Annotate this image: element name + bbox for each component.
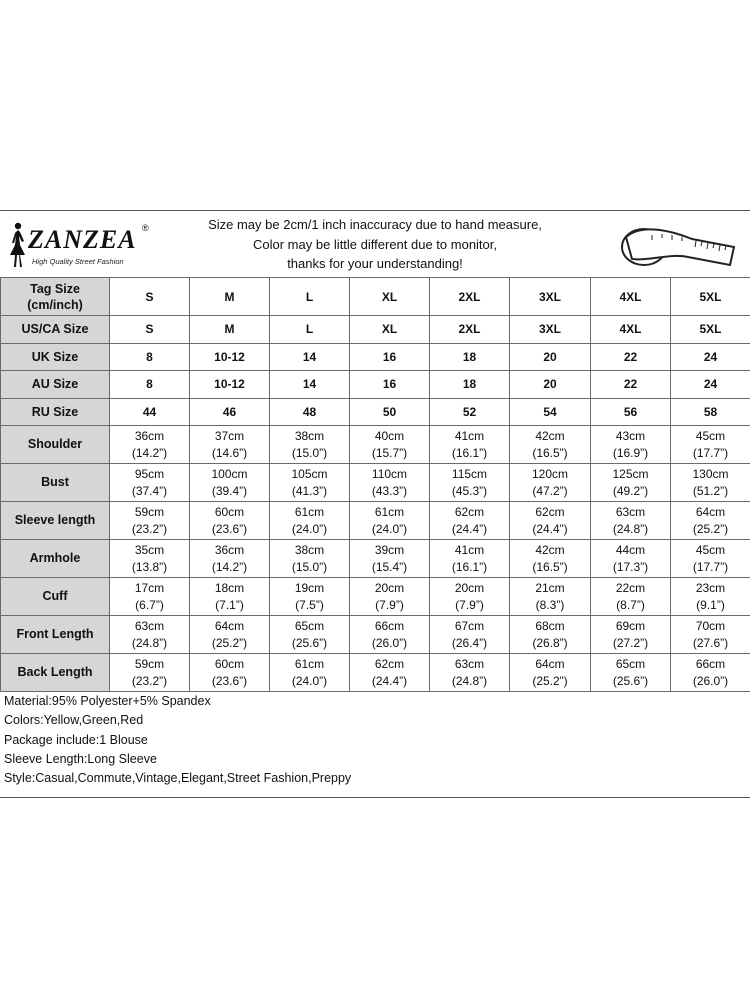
measurement-notice [190,215,560,274]
table-cell: 105cm (41.3”) [270,464,350,502]
row-header: RU Size [1,398,110,426]
row-header: Armhole [1,540,110,578]
table-cell: 38cm (15.0”) [270,426,350,464]
table-cell: 61cm (24.0”) [270,502,350,540]
table-cell: 52 [430,398,510,426]
table-cell: 63cm (24.8”) [110,616,190,654]
table-cell: 4XL [591,278,671,316]
table-row [1,540,750,578]
table-cell: 22 [591,371,671,399]
table-cell: 66cm (26.0”) [671,654,750,692]
row-header: Cuff [1,578,110,616]
table-cell: 56 [591,398,671,426]
table-cell: 21cm (8.3”) [510,578,591,616]
material-line: Material:95% Polyester+5% Spandex [4,694,211,708]
table-row [1,371,750,399]
table-cell: 5XL [671,278,750,316]
table-cell: S [110,278,190,316]
row-header: UK Size [1,343,110,371]
table-cell: 20 [510,371,591,399]
table-cell: 45cm (17.7”) [671,540,750,578]
table-cell: 115cm (45.3”) [430,464,510,502]
table-cell: 41cm (16.1”) [430,540,510,578]
table-cell: 62cm (24.4”) [430,502,510,540]
woman-silhouette-icon [6,221,28,269]
table-cell: 60cm (23.6”) [190,502,270,540]
table-row [1,616,750,654]
table-row [1,654,750,692]
sleeve-line: Sleeve Length:Long Sleeve [4,751,157,766]
table-cell: 95cm (37.4”) [110,464,190,502]
table-cell: L [270,278,350,316]
table-cell: 38cm (15.0”) [270,540,350,578]
style-line: Style:Casual,Commute,Vintage,Elegant,Street Fashion,Preppy [4,771,352,786]
table-cell: 39cm (15.4”) [350,540,430,578]
table-cell: 62cm (24.4”) [510,502,591,540]
table-cell: 41cm (16.1”) [430,426,510,464]
table-cell: 18 [430,343,510,371]
row-header: Bust [1,464,110,502]
table-cell: L [270,316,350,344]
table-cell: 20cm (7.9”) [350,578,430,616]
chart-header [0,211,750,278]
table-cell: 24 [671,343,750,371]
table-cell: 61cm (24.0”) [270,654,350,692]
row-header: Sleeve length [1,502,110,540]
table-cell: 40cm (15.7”) [350,426,430,464]
table-cell: 10-12 [190,343,270,371]
table-cell: 2XL [430,316,510,344]
product-details [4,692,351,788]
table-cell: 46 [190,398,270,426]
table-cell: 37cm (14.6”) [190,426,270,464]
table-cell: 23cm (9.1”) [671,578,750,616]
colors-line: Colors:Yellow,Green,Red [4,713,144,728]
table-cell: 63cm (24.8”) [430,654,510,692]
table-cell: 64cm (25.2”) [671,502,750,540]
table-row [1,398,750,426]
table-cell: 125cm (49.2”) [591,464,671,502]
table-cell: 130cm (51.2”) [671,464,750,502]
table-cell: 19cm (7.5”) [270,578,350,616]
table-row [1,316,750,344]
table-row [1,278,750,316]
registered-mark: ® [142,223,149,233]
table-cell: 60cm (23.6”) [190,654,270,692]
table-cell: 14 [270,371,350,399]
notice-line: Color may be little different due to monitor, [253,236,497,252]
table-cell: 120cm (47.2”) [510,464,591,502]
table-cell: 43cm (16.9”) [591,426,671,464]
brand-tagline: High Quality Street Fashion [32,257,124,266]
table-cell: 65cm (25.6”) [591,654,671,692]
table-cell: 16 [350,343,430,371]
table-row [1,464,750,502]
table-row [1,502,750,540]
table-cell: 58 [671,398,750,426]
row-header: Front Length [1,616,110,654]
table-cell: 17cm (6.7”) [110,578,190,616]
table-cell: 70cm (27.6”) [671,616,750,654]
table-cell: 8 [110,343,190,371]
table-cell: 100cm (39.4”) [190,464,270,502]
notice-line: thanks for your understanding! [287,256,463,271]
table-cell: 67cm (26.4”) [430,616,510,654]
table-cell: 2XL [430,278,510,316]
package-line: Package include:1 Blouse [4,732,148,747]
row-header: Back Length [1,654,110,692]
measuring-tape-icon [612,217,738,273]
table-row [1,578,750,616]
table-cell: 35cm (13.8”) [110,540,190,578]
table-cell: 65cm (25.6”) [270,616,350,654]
table-cell: 63cm (24.8”) [591,502,671,540]
size-table [0,277,750,692]
table-cell: M [190,316,270,344]
table-cell: 59cm (23.2”) [110,502,190,540]
table-cell: 8 [110,371,190,399]
table-cell: 44cm (17.3”) [591,540,671,578]
table-cell: 45cm (17.7”) [671,426,750,464]
table-cell: 54 [510,398,591,426]
table-cell: 14 [270,343,350,371]
table-cell: 24 [671,371,750,399]
table-cell: 42cm (16.5”) [510,540,591,578]
table-cell: 62cm (24.4”) [350,654,430,692]
table-cell: 22 [591,343,671,371]
table-cell: 50 [350,398,430,426]
table-cell: 36cm (14.2”) [110,426,190,464]
table-cell: S [110,316,190,344]
table-cell: 3XL [510,278,591,316]
table-cell: 66cm (26.0”) [350,616,430,654]
table-cell: 18cm (7.1”) [190,578,270,616]
table-cell: 59cm (23.2”) [110,654,190,692]
brand-logo [6,219,156,271]
table-cell: 64cm (25.2”) [510,654,591,692]
table-cell: 22cm (8.7”) [591,578,671,616]
table-cell: 42cm (16.5”) [510,426,591,464]
table-cell: 68cm (26.8”) [510,616,591,654]
brand-name: ZANZEA [28,225,137,254]
table-cell: 64cm (25.2”) [190,616,270,654]
row-header: Tag Size (cm/inch) [1,278,110,316]
table-cell: 69cm (27.2”) [591,616,671,654]
row-header: US/CA Size [1,316,110,344]
table-cell: XL [350,278,430,316]
row-header: Shoulder [1,426,110,464]
table-row [1,426,750,464]
table-cell: 10-12 [190,371,270,399]
table-cell: 20 [510,343,591,371]
row-header: AU Size [1,371,110,399]
table-cell: XL [350,316,430,344]
table-cell: 48 [270,398,350,426]
table-cell: 18 [430,371,510,399]
table-cell: 61cm (24.0”) [350,502,430,540]
table-cell: 44 [110,398,190,426]
table-cell: 20cm (7.9”) [430,578,510,616]
table-cell: 110cm (43.3”) [350,464,430,502]
table-cell: 36cm (14.2”) [190,540,270,578]
table-row [1,343,750,371]
notice-line: Size may be 2cm/1 inch inaccuracy due to hand measure, [208,217,542,232]
table-cell: 5XL [671,316,750,344]
table-cell: M [190,278,270,316]
table-cell: 4XL [591,316,671,344]
table-cell: 16 [350,371,430,399]
table-cell: 3XL [510,316,591,344]
